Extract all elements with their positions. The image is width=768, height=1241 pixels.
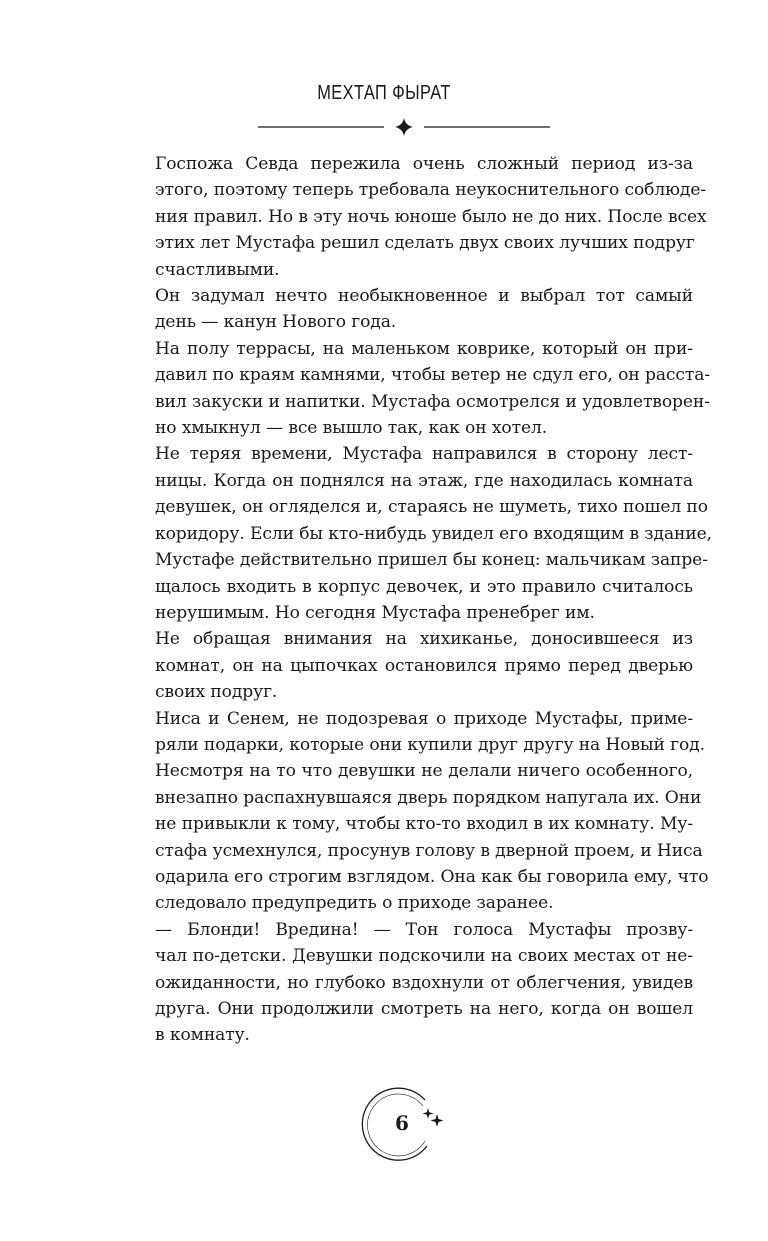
text-line: щалось входить в корпус девочек, и это правило считалось: [155, 576, 693, 597]
paragraph: [125, 283, 693, 336]
running-head: МЕХТАП ФЫРАТ: [317, 82, 451, 104]
text-line: ницы. Когда он поднялся на этаж, где находилась комната: [155, 470, 693, 491]
text-line: Не обращая внимания на хихиканье, доносившееся из: [155, 629, 693, 650]
text-line: внезапно распахнувшаяся дверь порядком напугала их. Они: [155, 787, 702, 808]
text-line: день — канун Нового года.: [155, 312, 397, 333]
paragraph: [125, 151, 707, 283]
text-line: счастливыми.: [155, 259, 280, 280]
text-line: Несмотря на то что девушки не делали ничего особенного,: [155, 761, 693, 782]
text-line: Он задумал нечто необыкновенное и выбрал тот самый: [155, 286, 693, 307]
paragraph: [125, 706, 709, 917]
text-line: Не теряя времени, Мустафа направился в сторону лест-: [155, 444, 693, 465]
text-line: ряли подарки, которые они купили друг другу на Новый год.: [155, 734, 705, 755]
text-line: На полу террасы, на маленьком коврике, который он при-: [155, 338, 693, 359]
text-line: коридору. Если бы кто-нибудь увидел его входящим в здание,: [155, 523, 712, 544]
paragraph: [125, 336, 710, 442]
text-line: не привыкли к тому, чтобы кто-то входил в их комнату. Му-: [155, 814, 693, 835]
paragraph: [125, 626, 693, 705]
text-line: нерушимым. Но сегодня Мустафа пренебрег им.: [155, 602, 595, 623]
text-line: своих подруг.: [155, 682, 278, 703]
text-line: давил по краям камнями, чтобы ветер не сдул его, он расста-: [155, 365, 710, 386]
text-line: Мустафе действительно пришел бы конец: мальчикам запре-: [155, 550, 708, 571]
text-line: ожиданности, но глубоко вздохнули от облегчения, увидев: [155, 972, 693, 993]
page-number: 6: [395, 1111, 409, 1135]
text-line: следовало предупредить о приходе заранее.: [155, 893, 554, 914]
paragraph: [125, 441, 712, 626]
text-line: этих лет Мустафа решил сделать двух своих лучших подруг: [155, 233, 695, 254]
text-line: вил закуски и напитки. Мустафа осмотрелся и удовлетворен-: [155, 391, 710, 412]
text-line: девушек, он огляделся и, стараясь не шуметь, тихо пошел по: [155, 497, 708, 518]
text-line: но хмыкнул — все вышло так, как он хотел.: [155, 418, 548, 439]
text-line: этого, поэтому теперь требовала неукоснительного соблюде-: [155, 180, 707, 201]
text-line: чал по-детски. Девушки подскочили на своих местах от не-: [155, 946, 693, 967]
text-line: друга. Они продолжили смотреть на него, когда он вошел: [155, 999, 693, 1019]
text-line: в комнату.: [155, 1025, 250, 1046]
page-number-badge: [355, 1078, 455, 1168]
paragraph: [125, 917, 693, 1049]
text-line: Госпожа Севда пережила очень сложный период из-за: [155, 154, 693, 174]
text-line: комнат, он на цыпочках остановился прямо перед дверью: [155, 655, 693, 676]
text-line: одарила его строгим взглядом. Она как бы говорила ему, что: [155, 866, 709, 887]
text-line: ния правил. Но в эту ночь юноше было не до них. После всех: [155, 206, 707, 227]
text-line: стафа усмехнулся, просунув голову в дверной проем, и Ниса: [155, 840, 703, 861]
star-divider-icon: [258, 116, 550, 138]
body-text: [125, 151, 712, 1049]
text-line: — Блонди! Вредина! — Тон голоса Мустафы прозву-: [155, 919, 693, 940]
text-line: Ниса и Сенем, не подозревая о приходе Мустафы, приме-: [155, 708, 693, 729]
